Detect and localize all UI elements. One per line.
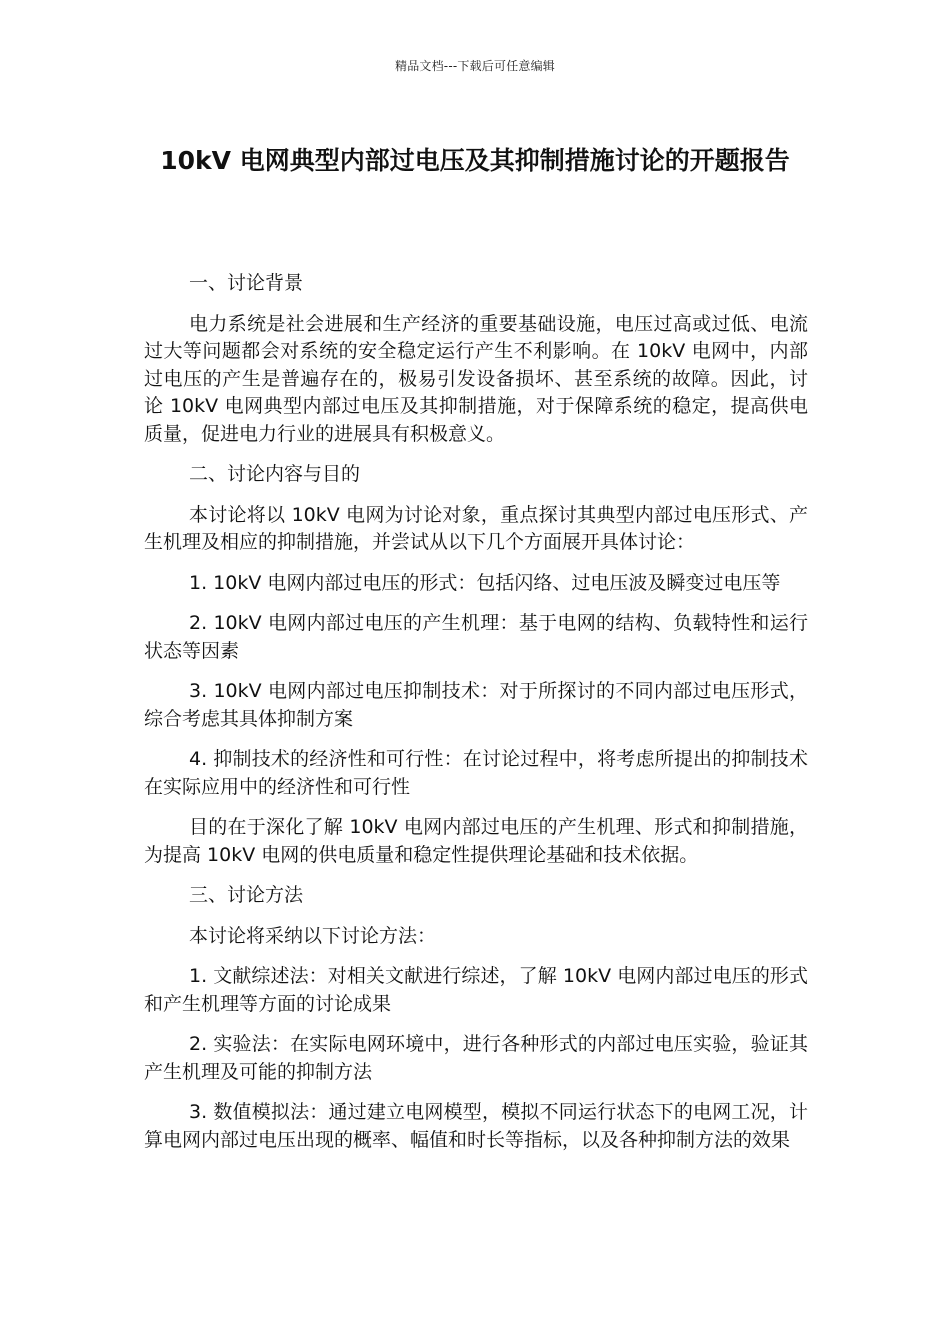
list-item-content-1: 1. 10kV 电网内部过电压的形式：包括闪络、过电压波及瞬变过电压等 — [189, 571, 781, 594]
paragraph-background: 电力系统是社会进展和生产经济的重要基础设施，电压过高或过低、电流过大等问题都会对系统的安全稳定运行产生不利影响。在 10kV 电网中，内部过电压的产生是普遍存在的，极易引发设备损坏、甚至系统的故障。因此，讨论 10kV 电网典型内部过电压及其抑制措施，对于保障系统的稳定，提高供电质量，促进电力行业的进展具有积极意义。 — [144, 312, 808, 445]
section-heading-methods: 三、讨论方法 — [189, 884, 304, 906]
list-item-method-2: 2. 实验法：在实际电网环境中，进行各种形式的内部过电压实验，验证其产生机理及可能的抑制方法 — [144, 1033, 808, 1083]
list-item-method-1: 1. 文献综述法：对相关文献进行综述，了解 10kV 电网内部过电压的形式和产生机理等方面的讨论成果 — [144, 965, 808, 1015]
list-item-content-2: 2. 10kV 电网内部过电压的产生机理：基于电网的结构、负载特性和运行状态等因素 — [144, 612, 808, 662]
document-title: 10kV 电网典型内部过电压及其抑制措施讨论的开题报告 — [160, 146, 790, 175]
list-item-content-3: 3. 10kV 电网内部过电压抑制技术：对于所探讨的不同内部过电压形式，综合考虑其具体抑制方案 — [144, 680, 808, 730]
document-body — [144, 270, 808, 1167]
header-note: 精品文档---下载后可任意编辑 — [395, 59, 555, 73]
paragraph-content-intro: 本讨论将以 10kV 电网为讨论对象，重点探讨其典型内部过电压形式、产生机理及相应的抑制措施，并尝试从以下几个方面展开具体讨论： — [144, 503, 808, 553]
paragraph-goal: 目的在于深化了解 10kV 电网内部过电压的产生机理、形式和抑制措施，为提高 10kV 电网的供电质量和稳定性提供理论基础和技术依据。 — [144, 816, 808, 866]
list-item-content-4: 4. 抑制技术的经济性和可行性：在讨论过程中，将考虑所提出的抑制技术在实际应用中的经济性和可行性 — [144, 748, 808, 798]
section-heading-content-goals: 二、讨论内容与目的 — [189, 463, 361, 485]
section-heading-background: 一、讨论背景 — [189, 272, 304, 294]
paragraph-methods-intro: 本讨论将采纳以下讨论方法： — [189, 924, 437, 947]
list-item-method-3: 3. 数值模拟法：通过建立电网模型，模拟不同运行状态下的电网工况，计算电网内部过电压出现的概率、幅值和时长等指标，以及各种抑制方法的效果 — [144, 1101, 808, 1151]
